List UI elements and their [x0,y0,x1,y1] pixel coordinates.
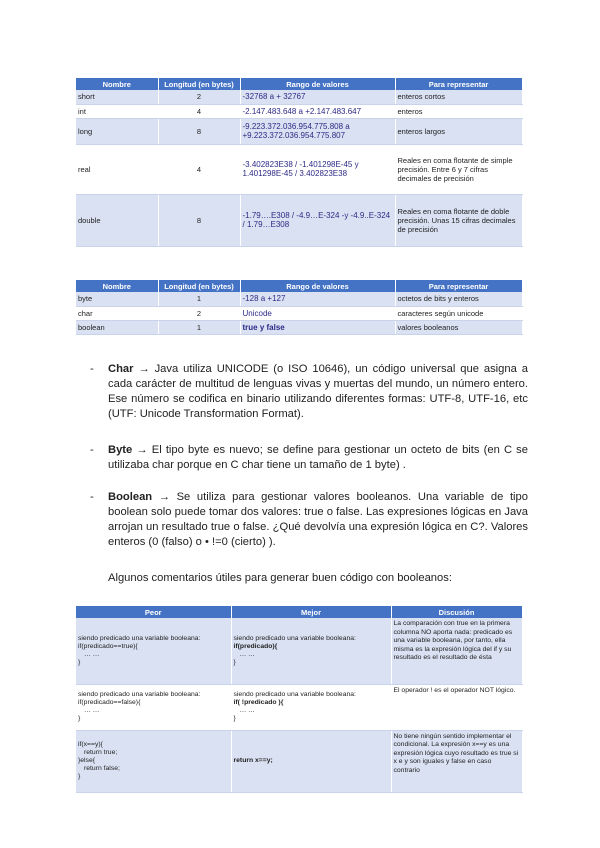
table-row [76,292,522,306]
better-code [231,618,391,684]
type-name: int [76,104,158,118]
bullet-dash: - [90,491,94,503]
header-peor: Peor [76,606,231,618]
worse-code [76,730,231,792]
type-purpose: octetos de bits y enteros [395,292,522,306]
code-line: siendo predicado una variable booleana: [78,634,201,642]
code-line: } [78,658,81,666]
code-line: siendo predicado una variable booleana: [233,691,356,698]
char-text: → Java utiliza UNICODE (o ISO 10646), un código universal que asigna a cada carácter de multitud de lenguas vivas y muertas del mundo, un número entero. Ese número se codifica en binario utilizando diferentes formas: UTF-8, UTF-16, etc (UTF: Unicode Transformation Format). [108,363,528,420]
char-description [108,362,528,422]
table-header-row [76,280,522,292]
type-purpose: enteros [395,104,522,118]
discussion-text: No tiene ningún sentido implementar el condicional. La expresión x==y es una expresión lógica cuyo resultado es true si x e y son iguales y false en caso contrario [391,730,522,792]
boolean-tips-table [76,606,523,793]
type-purpose: valores booleanos [395,320,522,334]
code-line: if( !predicado ){ [233,699,284,706]
boolean-term: Boolean [108,491,153,503]
code-line: siendo predicado una variable booleana: [233,634,356,642]
type-range: -1.79….E308 / -4.9…E-324 -y -4.9..E-324 / 1.79…E308 [240,194,395,246]
type-range: true y false [240,320,395,334]
header-longitud: Longitud (en bytes) [158,78,240,90]
code-line: … … [84,707,100,714]
code-line: }else{ [78,757,96,764]
table-header-row [76,78,522,90]
byte-term: Byte [108,444,133,456]
code-line: if(predicado==false){ [78,699,141,706]
code-line: siendo predicado una variable booleana: [78,691,201,698]
table-row [76,730,522,792]
type-length: 2 [158,306,240,320]
type-range: -128 a +127 [240,292,395,306]
code-line: return false; [84,765,120,772]
header-longitud: Longitud (en bytes) [158,280,240,292]
type-name: short [76,90,158,104]
type-length: 2 [158,90,240,104]
type-purpose: enteros largos [395,118,522,144]
bullet-dash: - [90,444,94,456]
type-purpose: Reales en coma flotante de simple precisión. Entre 6 y 7 cifras decimales de precisión [395,144,522,194]
type-purpose: Reales en coma flotante de doble precisión. Unas 15 cifras decimales de precisión [395,194,522,246]
header-representar: Para representar [395,280,522,292]
type-range: -9.223.372.036.954.775.808 a +9.223.372.036.954.775.807 [240,118,395,144]
code-line: return x==y; [233,757,273,764]
type-name: double [76,194,158,246]
better-code [231,730,391,792]
code-line: if(predicado==true){ [78,642,138,650]
type-name: boolean [76,320,158,334]
data-types-table-2 [76,280,523,335]
type-name: byte [76,292,158,306]
type-length: 4 [158,104,240,118]
type-length: 1 [158,292,240,306]
worse-code [76,618,231,684]
type-range: -2.147.483.648 a +2.147.483.647 [240,104,395,118]
table-row [76,684,522,730]
table-row [76,104,522,118]
table-row [76,194,522,246]
type-length: 8 [158,194,240,246]
code-line: } [233,715,236,722]
type-length: 1 [158,320,240,334]
type-length: 8 [158,118,240,144]
header-nombre: Nombre [76,78,158,90]
type-range: -3.402823E38 / -1.401298E-45 y 1.401298E-45 / 3.402823E38 [240,144,395,194]
type-range: Unicode [240,306,395,320]
code-line: } [233,658,236,666]
code-line: if(x==y){ [78,741,103,748]
type-name: long [76,118,158,144]
type-name: char [76,306,158,320]
code-line: … … [239,707,255,714]
type-range: -32768 a + 32767 [240,90,395,104]
char-term: Char [108,363,134,375]
discussion-text: La comparación con true en la primera columna NO aporta nada: predicado es una variable booleana, por tanto, ella misma es la expresión lógica del if y su resultado es el resultado de ésta [391,618,522,684]
boolean-tips-intro: Algunos comentarios útiles para generar buen código con booleanos: [108,572,452,584]
type-purpose: enteros cortos [395,90,522,104]
boolean-text: → Se utiliza para gestionar valores booleanos. Una variable de tipo boolean solo puede tomar dos valores: true o false. Las expresiones lógicas en Java arrojan un resultado true o false. ¿Qué devolvía una expresión lógica en C?. Valores enteros (0 (falso) o • !=0 (cierto) ). [108,491,528,548]
data-types-table-1 [76,78,523,247]
boolean-description [108,490,528,550]
table-row [76,144,522,194]
code-line: if(predicado){ [233,642,278,650]
header-representar: Para representar [395,78,522,90]
header-nombre: Nombre [76,280,158,292]
table-row [76,618,522,684]
header-rango: Rango de valores [240,280,395,292]
byte-text: → El tipo byte es nuevo; se define para gestionar un octeto de bits (en C se utilizaba char porque en C char tiene un tamaño de 1 byte) . [108,444,528,471]
code-line: … … [239,650,255,658]
byte-description [108,443,528,473]
table-row [76,306,522,320]
header-discusion: Discusión [391,606,522,618]
discussion-text: El operador ! es el operador NOT lógico. [391,684,522,730]
worse-code [76,684,231,730]
header-mejor: Mejor [231,606,391,618]
type-length: 4 [158,144,240,194]
table-header-row [76,606,522,618]
header-rango: Rango de valores [240,78,395,90]
type-name: real [76,144,158,194]
type-purpose: caracteres según unicode [395,306,522,320]
code-line: return true; [84,749,118,756]
table-row [76,118,522,144]
code-line: } [78,715,81,722]
bullet-dash: - [90,363,94,375]
better-code [231,684,391,730]
code-line: } [78,773,81,780]
table-row [76,90,522,104]
table-row [76,320,522,334]
code-line: … … [84,650,100,658]
